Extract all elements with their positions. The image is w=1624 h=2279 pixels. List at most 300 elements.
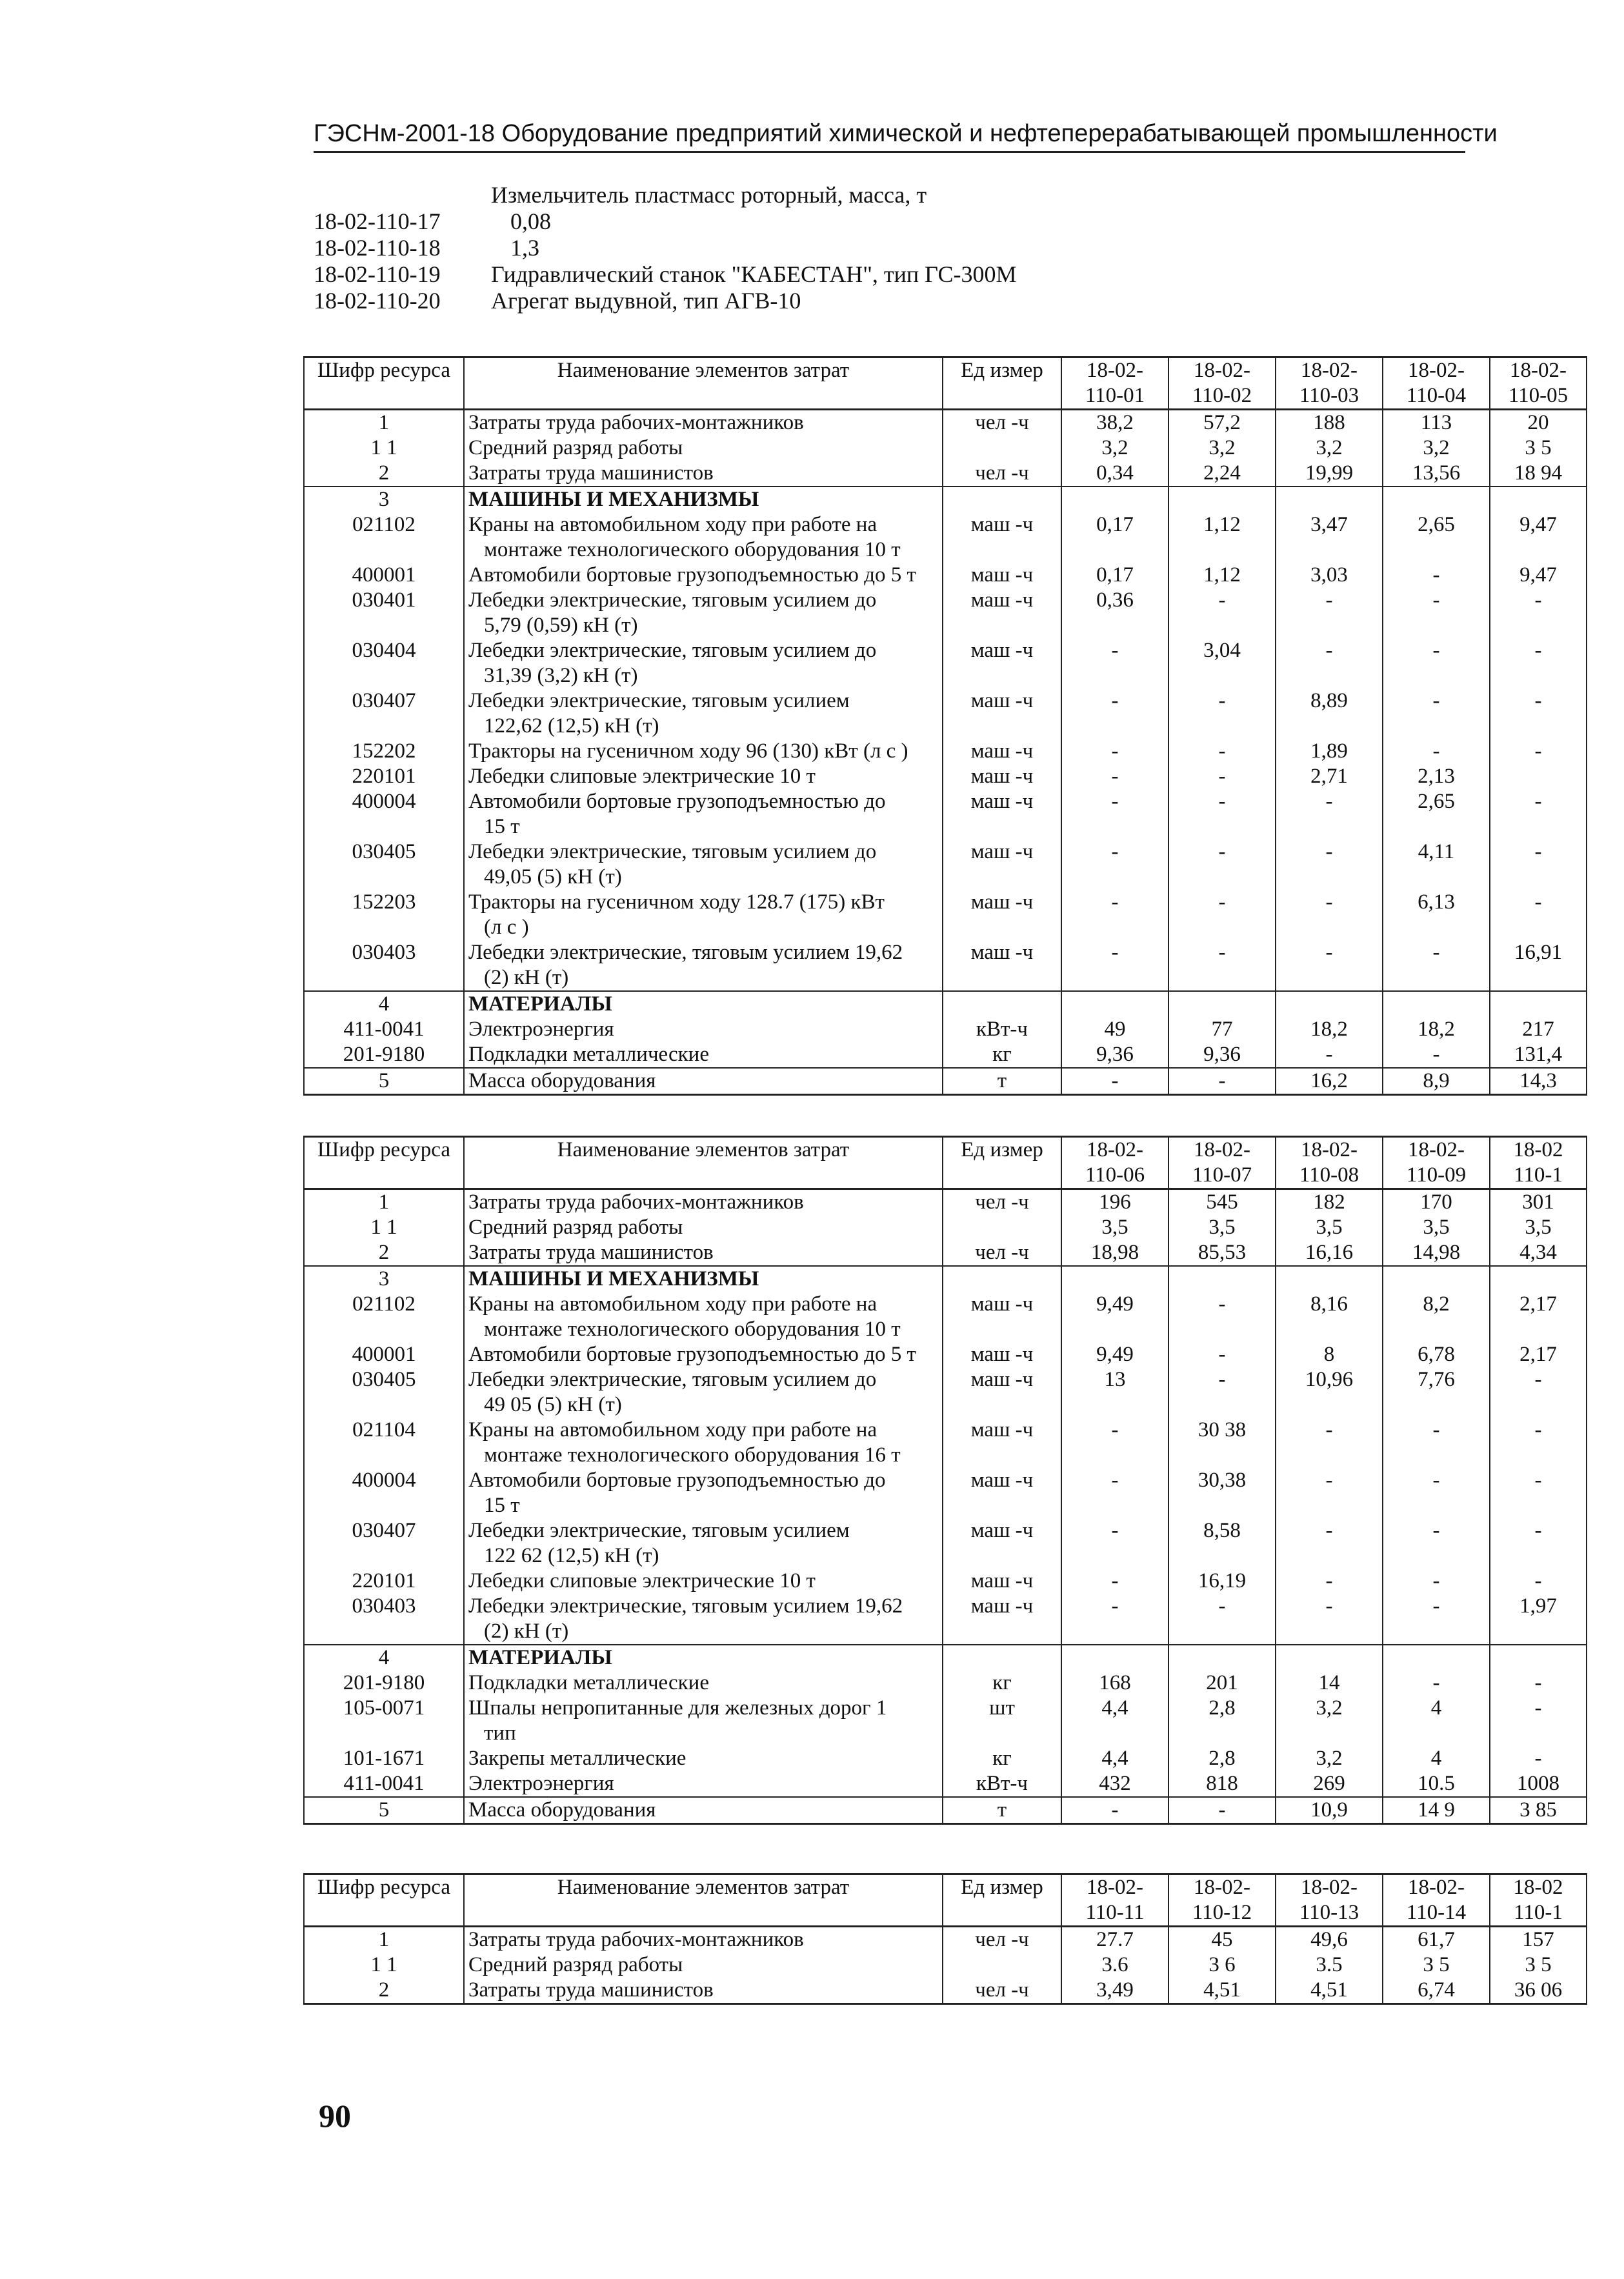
- resource-name: [464, 563, 943, 588]
- resource-name-line: Затраты труда машинистов: [468, 1978, 714, 2002]
- resource-code: 400004: [304, 789, 464, 839]
- table-row: [304, 1042, 1587, 1068]
- value-cell: 3,5: [1276, 1215, 1383, 1240]
- value-cell: -: [1061, 638, 1168, 688]
- value-cell: 8,89: [1276, 688, 1383, 739]
- table-row: [304, 1771, 1587, 1797]
- table-row: [304, 1518, 1587, 1569]
- column-header-norm: [1490, 1874, 1587, 1927]
- column-header-norm: [1168, 1137, 1276, 1189]
- value-cell: -: [1383, 1518, 1490, 1569]
- resource-name-line: Лебедки электрические, тяговым усилием 19,62: [468, 941, 903, 964]
- value-cell: 8,16: [1276, 1292, 1383, 1342]
- value-cell: 217: [1490, 1017, 1587, 1042]
- value-cell: -: [1061, 890, 1168, 940]
- column-header-bottom: 110-02: [1192, 384, 1252, 407]
- value-cell: -: [1490, 1671, 1587, 1696]
- resource-name-line: Подкладки металлические: [468, 1043, 709, 1066]
- resource-code: 220101: [304, 764, 464, 789]
- column-header-unit: Ед измер: [943, 1137, 1061, 1189]
- resource-name-line: Закрепы металлические: [468, 1747, 687, 1770]
- value-cell: 113: [1383, 410, 1490, 436]
- resource-name: [464, 487, 943, 512]
- resource-code: 5: [304, 1068, 464, 1095]
- intro-code: 18-02-110-17: [314, 208, 441, 234]
- value-cell: 9,49: [1061, 1292, 1168, 1342]
- value-cell: -: [1276, 1569, 1383, 1594]
- value-cell: -: [1168, 1797, 1276, 1824]
- table-row: [304, 1468, 1587, 1518]
- value-cell: 7,76: [1383, 1367, 1490, 1418]
- resource-name-line: (л с ): [484, 916, 529, 939]
- value-cell: 49,6: [1276, 1927, 1383, 1953]
- value-cell: -: [1168, 789, 1276, 839]
- value-cell: -: [1490, 1418, 1587, 1468]
- value-cell: -: [1168, 1342, 1276, 1367]
- table-row: [304, 1978, 1587, 2004]
- value-cell: 6,74: [1383, 1978, 1490, 2004]
- table-row: [304, 890, 1587, 940]
- column-header-bottom: 110-08: [1299, 1163, 1359, 1187]
- unit-cell: чел -ч: [943, 1240, 1061, 1266]
- value-cell: -: [1061, 739, 1168, 764]
- value-cell: -: [1061, 1797, 1168, 1824]
- unit-cell: чел -ч: [943, 410, 1061, 436]
- resource-name-line: монтаже технологического оборудования 16 т: [484, 1443, 901, 1467]
- resource-code: 021102: [304, 1292, 464, 1342]
- value-cell: 14 9: [1383, 1797, 1490, 1824]
- column-header-top: 18-02: [1513, 1876, 1563, 1899]
- intro-block: [314, 182, 1017, 314]
- value-cell: 18 94: [1490, 461, 1587, 487]
- value-cell: [1061, 991, 1168, 1017]
- resource-name: [464, 1068, 943, 1095]
- intro-code: 18-02-110-18: [314, 235, 441, 261]
- intro-text: Гидравлический станок "КАБЕСТАН", тип ГС-300М: [491, 261, 1017, 287]
- value-cell: 3,2: [1383, 436, 1490, 461]
- value-cell: -: [1061, 1418, 1168, 1468]
- resource-name: [464, 1671, 943, 1696]
- resource-code: 2: [304, 1240, 464, 1266]
- value-cell: 201: [1168, 1671, 1276, 1696]
- resource-name-line: Лебедки электрические, тяговым усилием до: [468, 840, 877, 863]
- resource-name-line: 122 62 (12,5) кН (т): [484, 1544, 659, 1567]
- resource-name: [464, 1266, 943, 1292]
- value-cell: 9,36: [1061, 1042, 1168, 1068]
- column-header-name: Наименование элементов затрат: [464, 1874, 943, 1927]
- resource-table: [303, 356, 1587, 1096]
- table-row: [304, 1017, 1587, 1042]
- table-row: [304, 1292, 1587, 1342]
- table-row: [304, 1746, 1587, 1771]
- value-cell: -: [1490, 638, 1587, 688]
- resource-name-line: Тракторы на гусеничном ходу 128.7 (175) кВт: [468, 890, 885, 914]
- column-header-name: Наименование элементов затрат: [464, 1137, 943, 1189]
- column-header-name: Наименование элементов затрат: [464, 357, 943, 410]
- resource-code: 1 1: [304, 436, 464, 461]
- value-cell: -: [1490, 890, 1587, 940]
- value-cell: 168: [1061, 1671, 1168, 1696]
- unit-cell: [943, 1266, 1061, 1292]
- column-header-norm: [1383, 1874, 1490, 1927]
- column-header-norm: [1276, 1137, 1383, 1189]
- resource-code: 3: [304, 1266, 464, 1292]
- value-cell: -: [1383, 1468, 1490, 1518]
- value-cell: 170: [1383, 1189, 1490, 1216]
- value-cell: 3,2: [1061, 436, 1168, 461]
- value-cell: [1490, 764, 1587, 789]
- value-cell: 36 06: [1490, 1978, 1587, 2004]
- value-cell: 16,91: [1490, 940, 1587, 991]
- table-row: [304, 461, 1587, 487]
- resource-name-line: МАШИНЫ И МЕХАНИЗМЫ: [468, 488, 759, 511]
- column-header-bottom: 110-1: [1514, 1901, 1563, 1924]
- intro-text: 1,3: [510, 235, 539, 261]
- column-header-bottom: 110-1: [1514, 1163, 1563, 1187]
- unit-cell: маш -ч: [943, 512, 1061, 563]
- unit-cell: [943, 1645, 1061, 1671]
- value-cell: -: [1490, 1569, 1587, 1594]
- value-cell: -: [1168, 1068, 1276, 1095]
- value-cell: [1383, 1266, 1490, 1292]
- resource-name: [464, 1292, 943, 1342]
- value-cell: 2,65: [1383, 789, 1490, 839]
- value-cell: -: [1490, 588, 1587, 638]
- column-header-top: 18-02-: [1087, 1138, 1143, 1161]
- resource-name-line: Средний разряд работы: [468, 1216, 683, 1239]
- table-row: [304, 512, 1587, 563]
- resource-name-line: тип: [484, 1722, 516, 1745]
- resource-name: [464, 638, 943, 688]
- column-header-top: 18-02-: [1194, 359, 1250, 382]
- value-cell: -: [1168, 940, 1276, 991]
- value-cell: -: [1061, 1068, 1168, 1095]
- value-cell: [1276, 487, 1383, 512]
- table-row: [304, 764, 1587, 789]
- resource-name-line: Масса оборудования: [468, 1798, 656, 1822]
- resource-name-line: 15 т: [484, 815, 520, 838]
- resource-name-line: Краны на автомобильном ходу при работе на: [468, 1418, 877, 1441]
- resource-code: 411-0041: [304, 1771, 464, 1797]
- value-cell: 57,2: [1168, 410, 1276, 436]
- unit-cell: кг: [943, 1042, 1061, 1068]
- unit-cell: маш -ч: [943, 940, 1061, 991]
- resource-name-line: Электроэнергия: [468, 1772, 614, 1795]
- value-cell: 19,99: [1276, 461, 1383, 487]
- value-cell: 13,56: [1383, 461, 1490, 487]
- value-cell: -: [1061, 1518, 1168, 1569]
- value-cell: 2,8: [1168, 1746, 1276, 1771]
- column-header-bottom: 110-01: [1085, 384, 1145, 407]
- column-header-top: 18-02-: [1301, 1876, 1358, 1899]
- value-cell: 3.6: [1061, 1953, 1168, 1978]
- intro-row: [314, 208, 1017, 235]
- value-cell: 2,24: [1168, 461, 1276, 487]
- column-header-top: 18-02-: [1087, 359, 1143, 382]
- value-cell: 3,2: [1276, 436, 1383, 461]
- value-cell: 6,78: [1383, 1342, 1490, 1367]
- value-cell: -: [1276, 1594, 1383, 1645]
- resource-name: [464, 1953, 943, 1978]
- resource-name-line: Лебедки электрические, тяговым усилием 19,62: [468, 1594, 903, 1618]
- table-row: [304, 563, 1587, 588]
- resource-code: 021102: [304, 512, 464, 563]
- unit-cell: маш -ч: [943, 1569, 1061, 1594]
- value-cell: 8,9: [1383, 1068, 1490, 1095]
- resource-name: [464, 588, 943, 638]
- value-cell: -: [1490, 1518, 1587, 1569]
- resource-name-line: Затраты труда рабочих-монтажников: [468, 411, 804, 434]
- value-cell: 545: [1168, 1189, 1276, 1216]
- value-cell: 3,47: [1276, 512, 1383, 563]
- value-cell: 2,17: [1490, 1292, 1587, 1342]
- value-cell: 4: [1383, 1746, 1490, 1771]
- resource-name-line: Электроэнергия: [468, 1018, 614, 1041]
- table-row: [304, 991, 1587, 1017]
- table-row: [304, 688, 1587, 739]
- resource-code: 030405: [304, 1367, 464, 1418]
- value-cell: 45: [1168, 1927, 1276, 1953]
- value-cell: 1,89: [1276, 739, 1383, 764]
- unit-cell: маш -ч: [943, 638, 1061, 688]
- resource-code: 030401: [304, 588, 464, 638]
- unit-cell: [943, 487, 1061, 512]
- value-cell: -: [1490, 688, 1587, 739]
- value-cell: 0,17: [1061, 512, 1168, 563]
- value-cell: 49: [1061, 1017, 1168, 1042]
- value-cell: 196: [1061, 1189, 1168, 1216]
- value-cell: -: [1168, 839, 1276, 890]
- value-cell: 3,5: [1168, 1215, 1276, 1240]
- resource-name-line: Лебедки электрические, тяговым усилием: [468, 1519, 850, 1542]
- resource-table-3: [303, 1873, 1563, 2005]
- value-cell: 432: [1061, 1771, 1168, 1797]
- value-cell: 0,36: [1061, 588, 1168, 638]
- value-cell: -: [1276, 1518, 1383, 1569]
- value-cell: 18,98: [1061, 1240, 1168, 1266]
- value-cell: 188: [1276, 410, 1383, 436]
- value-cell: -: [1276, 1468, 1383, 1518]
- resource-name: [464, 461, 943, 487]
- value-cell: [1168, 487, 1276, 512]
- column-header-top: 18-02-: [1510, 359, 1567, 382]
- resource-code: 5: [304, 1797, 464, 1824]
- resource-code: 152202: [304, 739, 464, 764]
- resource-name-line: Шпалы непропитанные для железных дорог 1: [468, 1696, 887, 1720]
- resource-name-line: Лебедки электрические, тяговым усилием: [468, 689, 850, 712]
- table-row: [304, 839, 1587, 890]
- column-header-unit: Ед измер: [943, 357, 1061, 410]
- resource-table-2: [303, 1136, 1563, 1825]
- value-cell: [1168, 991, 1276, 1017]
- table-row: [304, 789, 1587, 839]
- table-row: [304, 1645, 1587, 1671]
- value-cell: 3 5: [1383, 1953, 1490, 1978]
- intro-text: 0,08: [510, 208, 551, 234]
- resource-name: [464, 1696, 943, 1746]
- value-cell: -: [1383, 1042, 1490, 1068]
- column-header-norm: [1490, 357, 1587, 410]
- resource-code: 1 1: [304, 1953, 464, 1978]
- unit-cell: [943, 1215, 1061, 1240]
- unit-cell: маш -ч: [943, 1594, 1061, 1645]
- value-cell: 10,96: [1276, 1367, 1383, 1418]
- value-cell: -: [1061, 789, 1168, 839]
- resource-code: 400001: [304, 563, 464, 588]
- unit-cell: [943, 1953, 1061, 1978]
- resource-name: [464, 1746, 943, 1771]
- resource-name: [464, 940, 943, 991]
- table-row: [304, 436, 1587, 461]
- unit-cell: маш -ч: [943, 1468, 1061, 1518]
- resource-name: [464, 1189, 943, 1216]
- value-cell: 20: [1490, 410, 1587, 436]
- resource-code: 1: [304, 1927, 464, 1953]
- resource-name-line: Средний разряд работы: [468, 1953, 683, 1976]
- value-cell: -: [1168, 890, 1276, 940]
- value-cell: -: [1490, 1468, 1587, 1518]
- value-cell: 3 85: [1490, 1797, 1587, 1824]
- resource-name-line: Лебедки электрические, тяговым усилием до: [468, 1368, 877, 1391]
- column-header-norm: [1061, 1874, 1168, 1927]
- column-header-bottom: 110-12: [1192, 1901, 1252, 1924]
- value-cell: -: [1383, 688, 1490, 739]
- resource-name: [464, 1518, 943, 1569]
- resource-name-line: 15 т: [484, 1494, 520, 1517]
- value-cell: 157: [1490, 1927, 1587, 1953]
- resource-code: 105-0071: [304, 1696, 464, 1746]
- resource-name-line: Автомобили бортовые грузоподъемностью до 5 т: [468, 563, 916, 587]
- resource-code: 021104: [304, 1418, 464, 1468]
- value-cell: 3,49: [1061, 1978, 1168, 2004]
- value-cell: 14: [1276, 1671, 1383, 1696]
- unit-cell: маш -ч: [943, 789, 1061, 839]
- table-row: [304, 1189, 1587, 1216]
- resource-name-line: МАШИНЫ И МЕХАНИЗМЫ: [468, 1267, 759, 1290]
- resource-name: [464, 1342, 943, 1367]
- resource-code: 1: [304, 410, 464, 436]
- resource-name-line: 31,39 (3,2) кН (т): [484, 664, 638, 687]
- value-cell: [1490, 991, 1587, 1017]
- value-cell: -: [1061, 839, 1168, 890]
- resource-name-line: Затраты труда рабочих-монтажников: [468, 1190, 804, 1214]
- resource-name-line: Краны на автомобильном ходу при работе на: [468, 513, 877, 536]
- value-cell: 27.7: [1061, 1927, 1168, 1953]
- value-cell: -: [1383, 1594, 1490, 1645]
- table-row: [304, 1240, 1587, 1266]
- unit-cell: кВт-ч: [943, 1771, 1061, 1797]
- resource-name: [464, 1468, 943, 1518]
- column-header-top: 18-02-: [1301, 1138, 1358, 1161]
- table-row: [304, 1266, 1587, 1292]
- unit-cell: кг: [943, 1746, 1061, 1771]
- table-row: [304, 1953, 1587, 1978]
- value-cell: 9,47: [1490, 512, 1587, 563]
- column-header-code: Шифр ресурса: [304, 1874, 464, 1927]
- value-cell: 2,71: [1276, 764, 1383, 789]
- unit-cell: маш -ч: [943, 739, 1061, 764]
- value-cell: -: [1168, 588, 1276, 638]
- value-cell: 131,4: [1490, 1042, 1587, 1068]
- value-cell: [1061, 1266, 1168, 1292]
- value-cell: -: [1383, 940, 1490, 991]
- resource-code: 030407: [304, 688, 464, 739]
- resource-code: 030403: [304, 940, 464, 991]
- resource-name-line: Автомобили бортовые грузоподъемностью до: [468, 1469, 886, 1492]
- value-cell: 3,2: [1276, 1696, 1383, 1746]
- table-row: [304, 1418, 1587, 1468]
- resource-name: [464, 1215, 943, 1240]
- value-cell: -: [1061, 940, 1168, 991]
- resource-name: [464, 1594, 943, 1645]
- resource-name-line: (2) кН (т): [484, 1620, 569, 1643]
- value-cell: [1276, 1266, 1383, 1292]
- value-cell: 18,2: [1383, 1017, 1490, 1042]
- value-cell: -: [1061, 1468, 1168, 1518]
- value-cell: [1276, 991, 1383, 1017]
- value-cell: 9,49: [1061, 1342, 1168, 1367]
- table-header-row: [304, 1137, 1587, 1189]
- value-cell: [1490, 1645, 1587, 1671]
- unit-cell: маш -ч: [943, 1418, 1061, 1468]
- intro-row: [314, 182, 1017, 208]
- value-cell: -: [1168, 1367, 1276, 1418]
- resource-name-line: 49,05 (5) кН (т): [484, 865, 622, 889]
- table-row: [304, 940, 1587, 991]
- resource-name-line: МАТЕРИАЛЫ: [468, 992, 612, 1016]
- value-cell: -: [1276, 638, 1383, 688]
- resource-code: 101-1671: [304, 1746, 464, 1771]
- value-cell: 4,51: [1276, 1978, 1383, 2004]
- value-cell: 77: [1168, 1017, 1276, 1042]
- resource-code: 1 1: [304, 1215, 464, 1240]
- column-header-bottom: 110-09: [1406, 1163, 1467, 1187]
- value-cell: 85,53: [1168, 1240, 1276, 1266]
- value-cell: -: [1383, 739, 1490, 764]
- value-cell: -: [1490, 1696, 1587, 1746]
- resource-name: [464, 1367, 943, 1418]
- column-header-top: 18-02-: [1408, 1876, 1465, 1899]
- resource-name: [464, 1017, 943, 1042]
- value-cell: [1490, 1266, 1587, 1292]
- resource-name-line: Затраты труда машинистов: [468, 461, 714, 485]
- value-cell: 1,97: [1490, 1594, 1587, 1645]
- resource-code: 3: [304, 487, 464, 512]
- table-row: [304, 1797, 1587, 1824]
- resource-name: [464, 789, 943, 839]
- resource-name-line: Автомобили бортовые грузоподъемностью до 5 т: [468, 1343, 916, 1366]
- unit-cell: т: [943, 1797, 1061, 1824]
- value-cell: 10.5: [1383, 1771, 1490, 1797]
- value-cell: 269: [1276, 1771, 1383, 1797]
- value-cell: 3.5: [1276, 1953, 1383, 1978]
- unit-cell: маш -ч: [943, 1367, 1061, 1418]
- column-header-bottom: 110-06: [1085, 1163, 1145, 1187]
- column-header-norm: [1276, 357, 1383, 410]
- value-cell: -: [1383, 1569, 1490, 1594]
- resource-name-line: монтаже технологического оборудования 10 т: [484, 1318, 901, 1341]
- value-cell: -: [1383, 1418, 1490, 1468]
- value-cell: -: [1276, 1042, 1383, 1068]
- value-cell: -: [1168, 1594, 1276, 1645]
- table-row: [304, 588, 1587, 638]
- value-cell: -: [1383, 638, 1490, 688]
- resource-name-line: Автомобили бортовые грузоподъемностью до: [468, 790, 886, 813]
- value-cell: -: [1490, 739, 1587, 764]
- value-cell: 3,2: [1168, 436, 1276, 461]
- intro-code: 18-02-110-19: [314, 261, 441, 287]
- value-cell: -: [1276, 588, 1383, 638]
